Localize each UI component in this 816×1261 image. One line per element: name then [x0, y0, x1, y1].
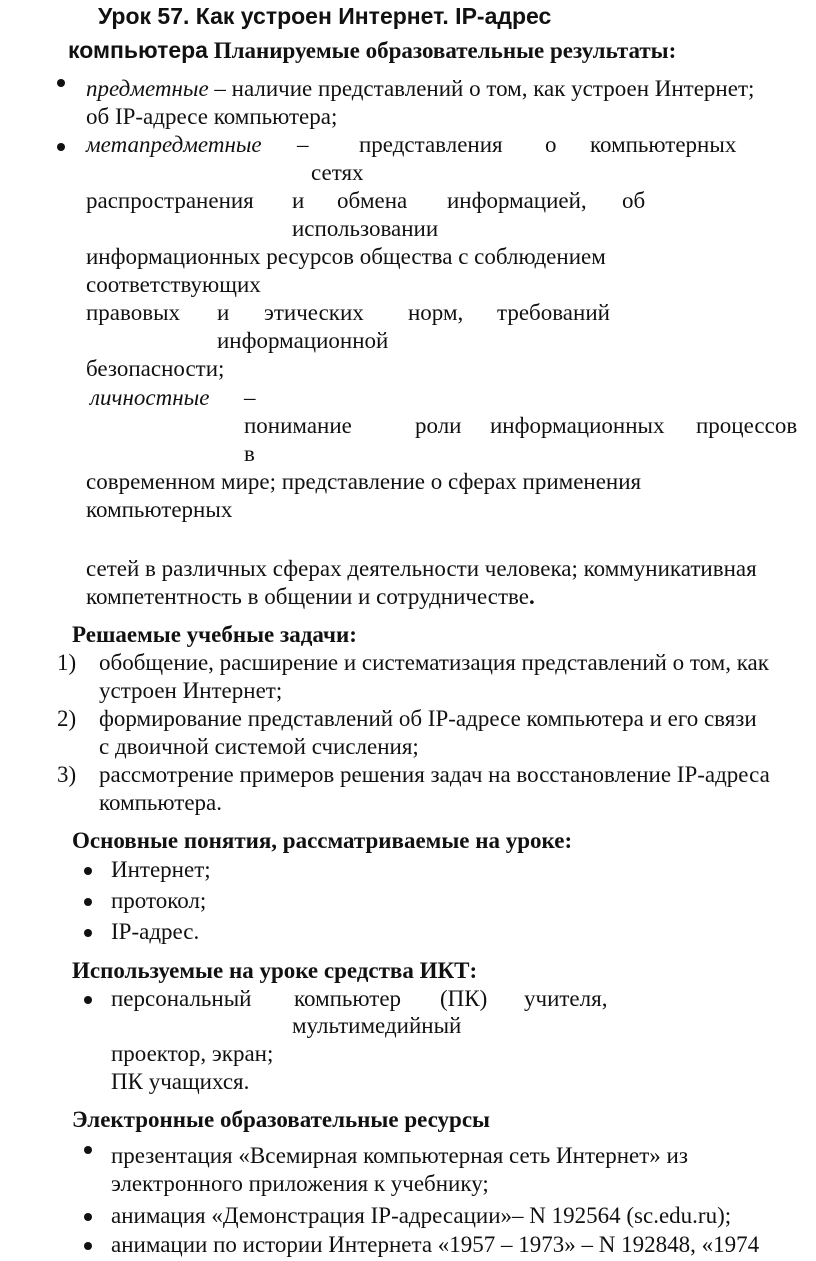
meta-word: этических	[264, 300, 364, 325]
concepts-heading: Основные понятия, рассматриваемые на уроке:	[72, 828, 573, 853]
task-number: 1)	[57, 650, 77, 675]
meta-word: и	[217, 300, 230, 325]
personal-word: роли	[415, 413, 462, 438]
meta-line3b: соответствующих	[86, 272, 261, 297]
ict-word: учителя,	[524, 986, 608, 1011]
task-item: устроен Интернет;	[99, 678, 283, 703]
meta-word: информацией,	[447, 188, 587, 213]
bullet-icon	[84, 996, 92, 1004]
ict-word: мультимедийный	[292, 1013, 462, 1038]
ict-line2: проектор, экран;	[111, 1041, 274, 1066]
task-item: обобщение, расширение и систематизация представлений о том, как	[99, 650, 769, 675]
personal-line3: сетей в различных сферах деятельности человека; коммуникативная	[86, 556, 757, 581]
task-item: формирование представлений об IP-адресе компьютера и его связи	[99, 706, 757, 731]
bullet-icon	[84, 1146, 92, 1154]
page-title-line1: Урок 57. Как устроен Интернет. IP-адрес	[98, 3, 552, 29]
personal-label: личностные	[90, 385, 210, 410]
ict-heading: Используемые на уроке средства ИКТ:	[72, 958, 478, 983]
meta-word: правовых	[86, 300, 181, 325]
meta-word: распространения	[86, 188, 254, 213]
ict-word: компьютер	[294, 986, 402, 1011]
task-item: рассмотрение примеров решения задач на восстановление IP-адреса	[99, 762, 770, 787]
personal-line3b	[86, 583, 535, 611]
meta-word: и	[292, 188, 305, 213]
concept-item: протокол;	[111, 888, 207, 913]
page-title-line2	[68, 36, 676, 65]
bullet-icon	[57, 79, 65, 87]
subject-results-line2: об IP-адресе компьютера;	[86, 104, 338, 129]
meta-label: метапредметные	[86, 132, 262, 157]
meta-word: компьютерных	[590, 132, 737, 157]
subject-text: – наличие представлений о том, как устроен Интернет;	[214, 76, 755, 101]
meta-word: норм,	[408, 300, 464, 325]
task-number: 2)	[57, 706, 77, 731]
bullet-icon	[84, 1213, 92, 1221]
resource-item: анимация «Демонстрация IP-адресации»– N 192564 (sc.edu.ru);	[111, 1203, 732, 1228]
personal-dash: –	[244, 385, 256, 410]
task-item: с двоичной системой счисления;	[99, 734, 419, 759]
concept-item: IP-адрес.	[111, 919, 200, 944]
bullet-icon	[84, 898, 92, 906]
task-number: 3)	[57, 762, 77, 787]
personal-period: .	[528, 584, 535, 609]
bullet-icon	[84, 867, 92, 875]
personal-word: понимание	[244, 413, 352, 438]
bullet-icon	[84, 929, 92, 937]
subject-results-line1	[86, 75, 754, 103]
bullet-icon	[84, 1242, 92, 1250]
meta-word: требований	[497, 300, 610, 325]
ict-word: персональный	[111, 986, 252, 1011]
resource-item: анимации по истории Интернета «1957 – 1973» – N 192848, «1974	[111, 1232, 760, 1257]
resource-item: презентация «Всемирная компьютерная сеть Интернет» из	[111, 1143, 688, 1168]
personal-word: процессов	[696, 413, 798, 438]
personal-text: компетентность в общении и сотрудничестве	[86, 584, 529, 609]
meta-word: обмена	[337, 188, 408, 213]
meta-line5: безопасности;	[86, 356, 225, 381]
personal-line2: современном мире; представление о сферах применения	[86, 469, 642, 494]
meta-word: сетях	[311, 160, 364, 185]
page-title-word: компьютера	[68, 37, 208, 63]
ict-line3: ПК учащихся.	[111, 1069, 250, 1094]
meta-dash: –	[297, 132, 309, 157]
meta-word: об	[622, 188, 646, 213]
personal-line2b: компьютерных	[86, 497, 233, 522]
meta-word: о	[545, 132, 557, 157]
meta-word: информационной	[217, 328, 389, 353]
resource-item: электронного приложения к учебнику;	[111, 1171, 489, 1196]
subject-label: предметные	[86, 76, 209, 101]
ict-word: (ПК)	[440, 986, 488, 1011]
bullet-icon	[57, 143, 65, 151]
personal-word: информационных	[490, 413, 665, 438]
task-item: компьютера.	[99, 790, 223, 815]
results-heading: Планируемые образовательные результаты:	[213, 38, 677, 63]
personal-word: в	[244, 441, 255, 466]
meta-word: использовании	[292, 216, 439, 241]
concept-item: Интернет;	[111, 857, 211, 882]
resources-heading: Электронные образовательные ресурсы	[72, 1107, 490, 1132]
meta-line3: информационных ресурсов общества с соблюдением	[86, 244, 606, 269]
tasks-heading: Решаемые учебные задачи:	[72, 622, 357, 647]
meta-word: представления	[359, 132, 503, 157]
